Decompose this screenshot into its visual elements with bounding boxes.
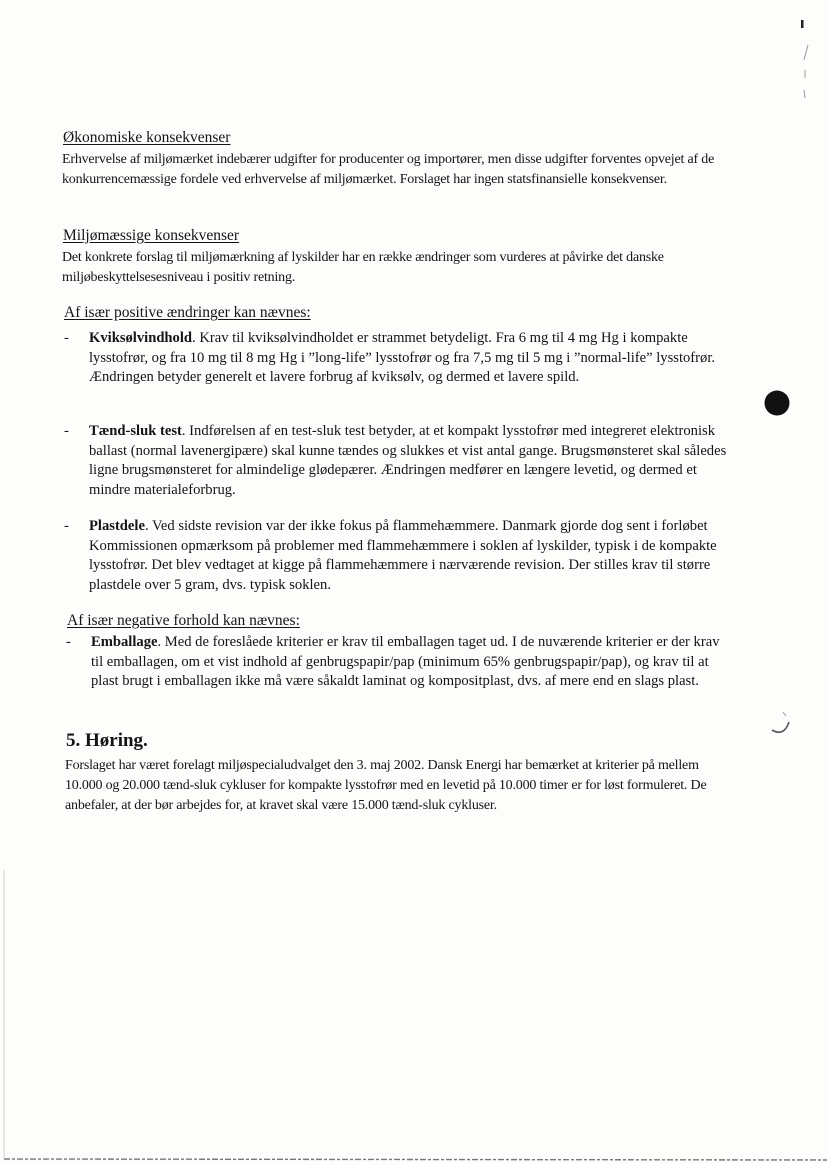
section-heading-miljo: Miljømæssige konsekvenser [63,227,240,244]
punch-hole-mark [765,391,790,416]
list-item-body: . Med de foreslåede kriterier er krav til emballagen taget ud. I de nuværende kriterier er der krav til emballagen, om et vist indhold af genbrugspapir/pap (minimum 65% genbrugspapir/pap), og krav til at plast brugt i emballagen ikke må være såkaldt laminat og kompositplast, dvs. af mere end en slags plast. [91,634,720,689]
list-dash: - [64,518,69,534]
paragraph-okonomiske: Erhvervelse af miljømærket indebærer udgifter for producenter og importører, men disse udgifter forventes opvejet af de konkurrencemæssige fordele ved erhvervelse af miljømærket. Forslaget har ingen statsfinansielle konsekvenser. [62,152,715,187]
margin-mark [801,20,804,28]
list-item-body: . Krav til kviksølvindholdet er strammet betydeligt. Fra 6 mg til 4 mg Hg i kompakte lysstofrør, og fra 10 mg til 8 mg Hg i ”long-life” lysstofrør og fra 7,5 mg til 5 mg i ”normal-life” lysstofrør. Ændringen betyder generelt et lavere forbrug af kviksølv, og dermed et lavere spild. [89,330,716,385]
margin-tick [783,712,786,716]
section-heading-okonomiske: Økonomiske konsekvenser [63,129,231,146]
paragraph-horing: Forslaget har været forelagt miljøspecialudvalget den 3. maj 2002. Dansk Energi har bemærket at kriterier på mellem 10.000 og 20.000 tænd-sluk cykluser for kompakte lysstofrør med en levetid på 10.000 timer er for løst formuleret. De anbefaler, at der bør arbejdes for, at kravet skal være 15.000 tænd-sluk cykluser. [65,758,707,813]
margin-scratch [804,45,808,98]
list-dash: - [64,330,69,346]
list-item-text [91,633,726,692]
list-item-title: Kviksølvindhold [89,330,193,346]
list-item-text [89,329,734,388]
list-item-text [89,422,732,500]
list-item-body: . Indførelsen af en test-sluk test betyder, at et kompakt lysstofrør med integreret elektronisk ballast (normal lavenergipære) skal kunne tændes og slukkes et vist antal gange. Brugsmønsteret skal således ligne brugsmønsteret for almindelige glødepærer. Ændringen medfører en længere levetid, og dermed et mindre materialeforbrug. [89,423,727,498]
list-item-body: . Ved sidste revision var der ikke fokus på flammehæmmere. Danmark gjorde dog sent i forløbet Kommissionen opmærksom på problemer med flammehæmmere i soklen af lyskilder, typisk i de kompakte lysstofrør. Det blev vedtaget at kigge på flammehæmmere i nærværende revision. Der stilles krav til større plastdele over 5 gram, dvs. typisk soklen. [89,518,717,593]
bottom-edge-line [4,1159,827,1160]
list-item-text [89,517,737,595]
margin-curve-mark [772,722,789,732]
section-heading-positive: Af især positive ændringer kan nævnes: [64,304,311,321]
list-item-title: Emballage [91,634,158,650]
list-item-title: Tænd-sluk test [89,423,182,439]
list-dash: - [66,634,71,650]
paragraph-miljo: Det konkrete forslag til miljømærkning af lyskilder har en række ændringer som vurderes at påvirke det danske miljøbeskyttelsesesniveau i positiv retning. [62,250,664,285]
list-item-title: Plastdele [89,518,145,534]
list-dash: - [64,423,69,439]
section-heading-negative: Af især negative forhold kan nævnes: [67,612,300,629]
section-heading-horing: 5. Høring. [66,730,148,751]
